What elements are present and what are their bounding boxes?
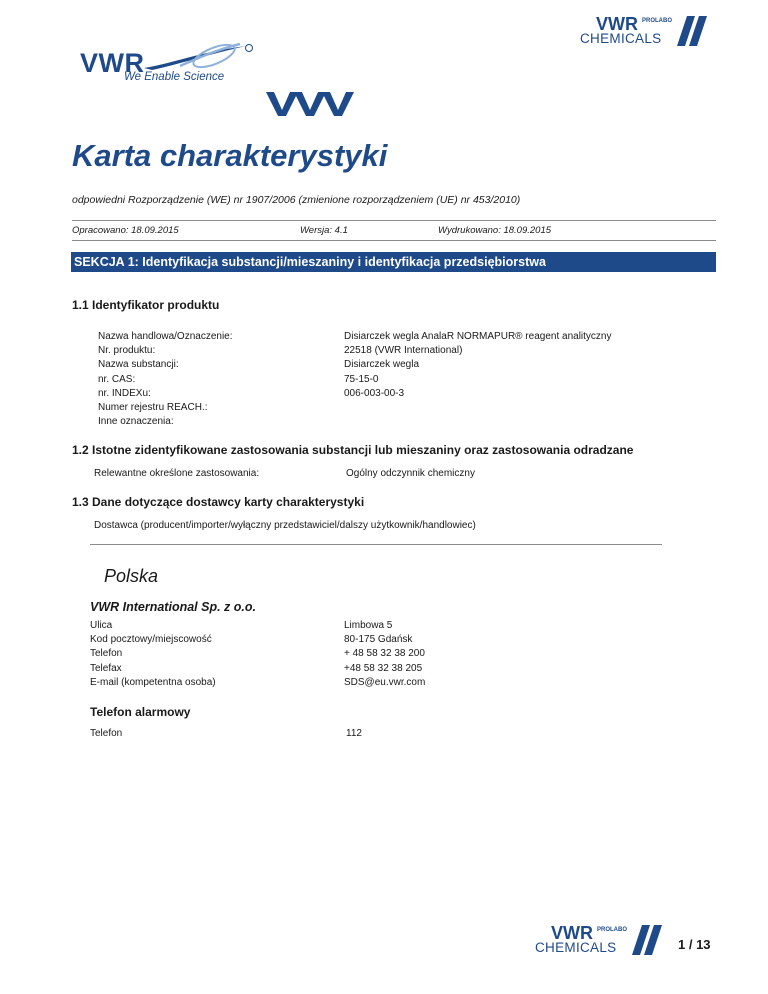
vwr-logo-tagline: We Enable Science <box>124 71 225 83</box>
value-substance-name: Disiarczek wegla <box>344 359 420 371</box>
version: Wersja: 4.1 <box>300 225 348 236</box>
value-phone: + 48 58 32 38 200 <box>344 648 425 660</box>
vwr-logo-wordmark: VWR <box>80 48 145 78</box>
label-other: Inne oznaczenia: <box>98 416 174 428</box>
value-fax: +48 58 32 38 205 <box>344 662 423 674</box>
regulation-text: odpowiedni Rozporządzenie (WE) nr 1907/2006 (zmienione rozporządzeniem (UE) nr 453/2010) <box>72 194 521 206</box>
label-product-number: Nr. produktu: <box>98 345 156 357</box>
footer-logo-prolabo: PROLABO <box>597 927 627 933</box>
supplier-country: Polska <box>104 566 159 586</box>
label-street: Ulica <box>90 620 113 631</box>
vwr-logo <box>80 40 255 84</box>
subsection-1-1-heading: 1.1 Identyfikator produktu <box>72 298 220 312</box>
value-postcode: 80-175 Gdańsk <box>344 634 413 646</box>
emergency-phone-label: Telefon <box>90 728 123 739</box>
label-cas: nr. CAS: <box>98 373 136 385</box>
divider <box>72 220 716 221</box>
footer-slash-icon <box>632 925 668 955</box>
label-substance-name: Nazwa substancji: <box>98 359 179 371</box>
label-phone: Telefon <box>90 648 123 660</box>
value-product-number: 22518 (VWR International) <box>344 345 463 357</box>
label-index: nr. INDEXu: <box>98 387 151 399</box>
supplier-values <box>344 619 425 690</box>
emergency-phone-value: 112 <box>346 728 362 739</box>
footer-logo-vwr: VWR <box>551 923 593 943</box>
value-email[interactable]: SDS@eu.vwr.com <box>344 676 426 688</box>
value-cas: 75-15-0 <box>344 373 379 385</box>
footer-logo-text: CHEMICALS <box>535 940 617 955</box>
value-trade-name: Disiarczek wegla AnalaR NORMAPUR® reagent analityczny <box>344 331 612 342</box>
label-fax: Telefax <box>90 662 122 674</box>
decorative-chevrons-icon <box>266 92 354 116</box>
chemicals-logo-vwr: VWR <box>596 14 638 34</box>
chemicals-logo-prolabo: PROLABO <box>642 18 672 24</box>
document-title: Karta charakterystyki <box>72 138 388 173</box>
product-identifier-labels <box>98 330 233 429</box>
uses-label: Relewantne określone zastosowania: <box>94 468 260 479</box>
supplier-labels <box>90 619 216 690</box>
supplier-note: Dostawca (producent/importer/wyłączny przedstawiciel/dalszy użytkownik/handlowiec) <box>94 520 476 531</box>
emergency-phone-heading: Telefon alarmowy <box>90 705 191 719</box>
chemicals-slash-icon <box>677 16 713 46</box>
label-postcode: Kod pocztowy/miejscowość <box>90 634 212 646</box>
footer-vwr-chemicals-logo <box>535 923 670 957</box>
value-index: 006-003-00-3 <box>344 387 405 399</box>
divider <box>90 544 662 545</box>
page-number: 1 / 13 <box>678 937 711 952</box>
subsection-1-2-heading: 1.2 Istotne zidentyfikowane zastosowania substancji lub mieszaniny oraz zastosowania odradzane <box>72 443 634 457</box>
vwr-swoosh-icon <box>140 42 255 72</box>
label-reach: Numer rejestru REACH.: <box>98 401 208 413</box>
section-1-title: SEKCJA 1: Identyfikacja substancji/mieszaniny i identyfikacja przedsiębiorstwa <box>71 252 716 272</box>
printed-date: Wydrukowano: 18.09.2015 <box>438 225 552 236</box>
label-email: E-mail (kompetentna osoba) <box>90 676 216 688</box>
product-identifier-values <box>344 330 611 401</box>
uses-value: Ogólny odczynnik chemiczny <box>346 468 475 479</box>
prepared-date: Opracowano: 18.09.2015 <box>72 225 179 236</box>
vwr-chemicals-logo <box>580 14 715 48</box>
chemicals-logo-text: CHEMICALS <box>580 31 662 46</box>
value-street: Limbowa 5 <box>344 620 393 631</box>
label-trade-name: Nazwa handlowa/Oznaczenie: <box>98 331 233 342</box>
subsection-1-3-heading: 1.3 Dane dotyczące dostawcy karty charakterystyki <box>72 495 365 509</box>
supplier-company: VWR International Sp. z o.o. <box>90 600 256 614</box>
divider <box>72 240 716 241</box>
